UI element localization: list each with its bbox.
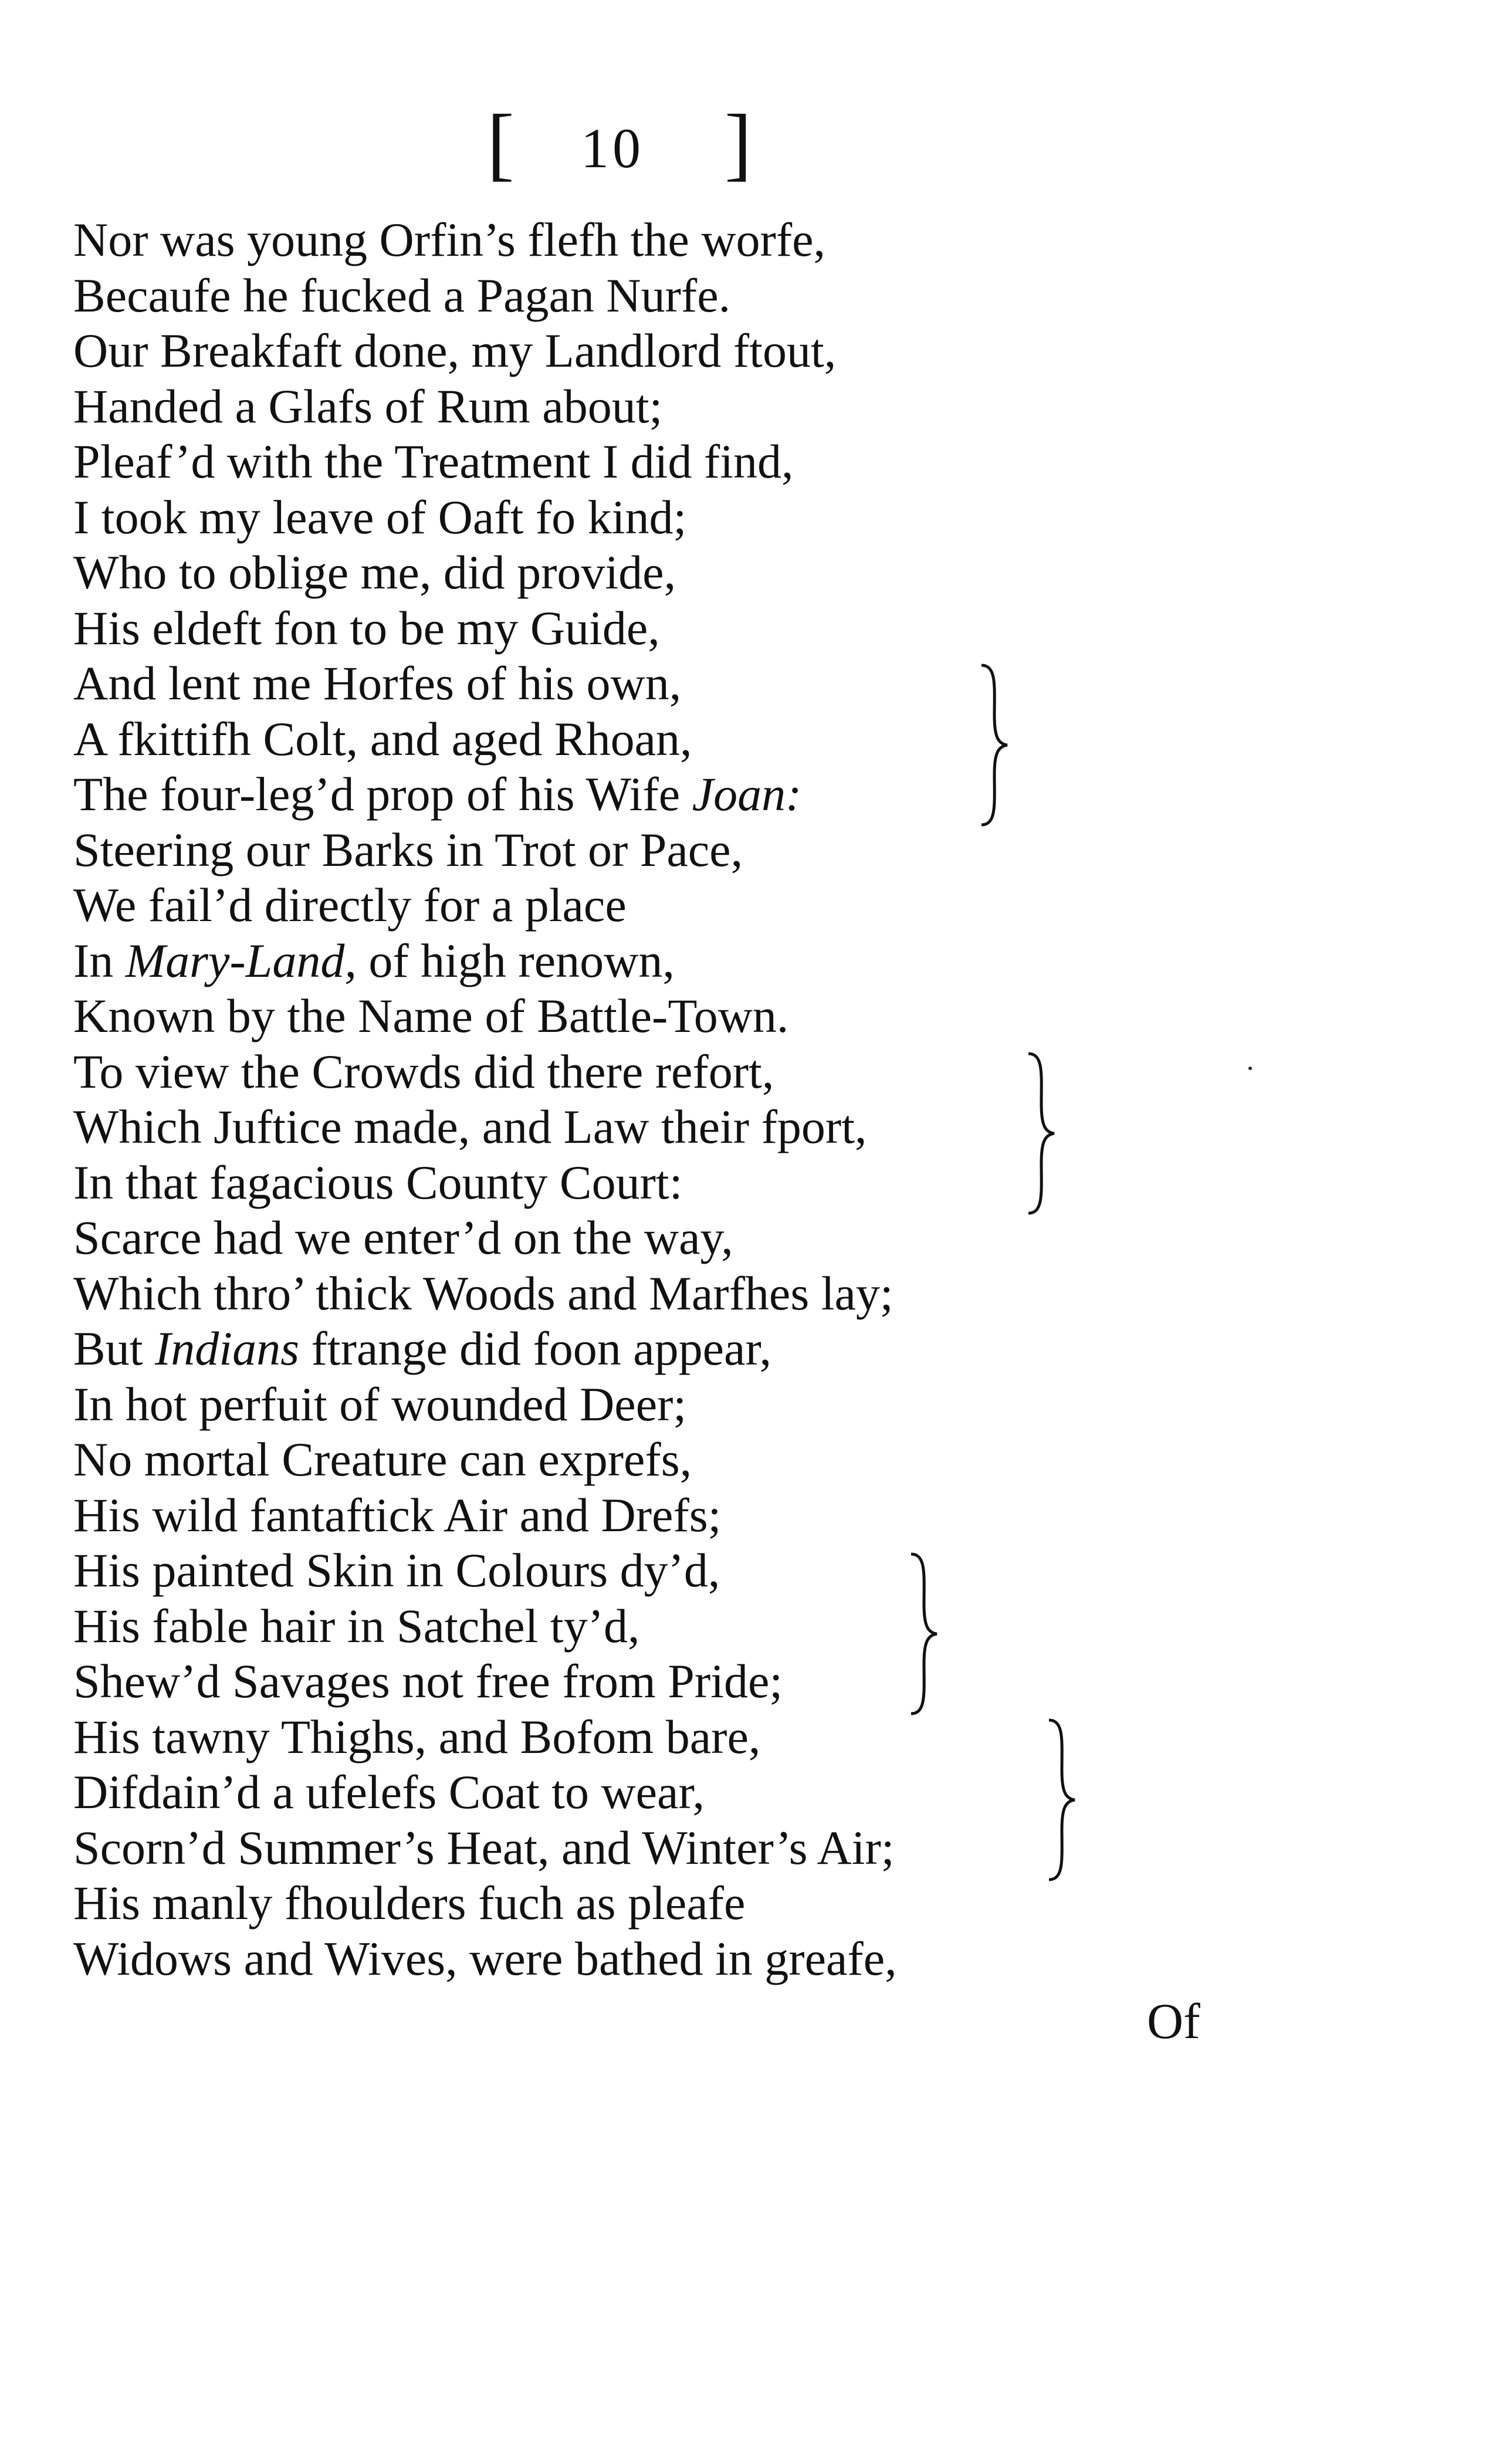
poem-line: His eldeft fon to be my Guide,: [73, 601, 660, 655]
poem-line: Our Breakfaft done, my Landlord ftout,: [73, 324, 837, 377]
poem-line: Known by the Name of Battle-Town.: [73, 989, 789, 1043]
triplet-brace: [1024, 1051, 1059, 1216]
poem-line: Handed a Glafs of Rum about;: [73, 379, 663, 433]
poem-line: His painted Skin in Colours dy’d,: [73, 1544, 720, 1597]
poem-line: His wild fantaftick Air and Drefs;: [73, 1488, 722, 1542]
poem-line: In hot perfuit of wounded Deer;: [73, 1377, 687, 1431]
italic-place-name: Mary-Land,: [125, 933, 357, 987]
brace-icon: [1044, 1718, 1079, 1882]
poem-line: Pleaf’d with the Treatment I did find,: [73, 435, 794, 488]
poem-line: But Indians ftrange did foon appear,: [73, 1322, 771, 1375]
poem-line: The four-leg’d prop of his Wife Joan:: [73, 767, 802, 821]
poem-line: Scorn’d Summer’s Heat, and Winter’s Air;: [73, 1820, 895, 1874]
poem-line: Which Juftice made, and Law their fport,: [73, 1100, 867, 1153]
poem-line: No mortal Creature can exprefs,: [73, 1433, 692, 1486]
brace-icon: [1024, 1051, 1059, 1216]
poem-line: Who to oblige me, did provide,: [73, 546, 676, 599]
poem-line: Difdain’d a ufelefs Coat to wear,: [73, 1765, 705, 1819]
page-header: [0, 98, 1496, 189]
poem-line: Becaufe he fucked a Pagan Nurfe.: [73, 268, 731, 322]
catchword: Of: [1147, 1993, 1200, 2049]
poem-line: Steering our Barks in Trot or Pace,: [73, 823, 743, 876]
poem-line: His tawny Thighs, and Bofom bare,: [73, 1710, 761, 1764]
poem-line: Widows and Wives, were bathed in greafe,: [73, 1931, 897, 1985]
triplet-brace: [977, 663, 1012, 827]
page-number-bracket-left: [: [487, 98, 515, 189]
poem-line: A fkittifh Colt, and aged Rhoan,: [73, 712, 692, 766]
brace-icon: [977, 663, 1012, 827]
page-number: 10: [581, 117, 644, 180]
triplet-brace: [1044, 1718, 1079, 1882]
poem-line: Nor was young Orfin’s flefh the worfe,: [73, 213, 826, 266]
italic-name: Joan:: [692, 767, 802, 821]
poem-line: Shew’d Savages not free from Pride;: [73, 1654, 783, 1708]
poem-line: To view the Crowds did there refort,: [73, 1044, 774, 1098]
page-number-bracket-right: ]: [725, 98, 752, 189]
ink-speck: [1248, 1067, 1252, 1070]
poem-line: His fable hair in Satchel ty’d,: [73, 1599, 640, 1653]
poem-line: In that fagacious County Court:: [73, 1155, 683, 1209]
poem-line: We fail’d directly for a place: [73, 878, 627, 932]
poem-line: Scarce had we enter’d on the way,: [73, 1211, 733, 1264]
brace-icon: [906, 1552, 942, 1716]
poem-line: In Mary-Land, of high renown,: [73, 933, 675, 987]
poem-line: Which thro’ thick Woods and Marfhes lay;: [73, 1266, 893, 1320]
triplet-brace: [906, 1552, 942, 1716]
poem-line: I took my leave of Oaft fo kind;: [73, 490, 687, 544]
poem-line: His manly fhoulders fuch as pleafe: [73, 1876, 746, 1930]
poem-line: And lent me Horfes of his own,: [73, 656, 682, 710]
italic-word: Indians: [154, 1322, 299, 1375]
